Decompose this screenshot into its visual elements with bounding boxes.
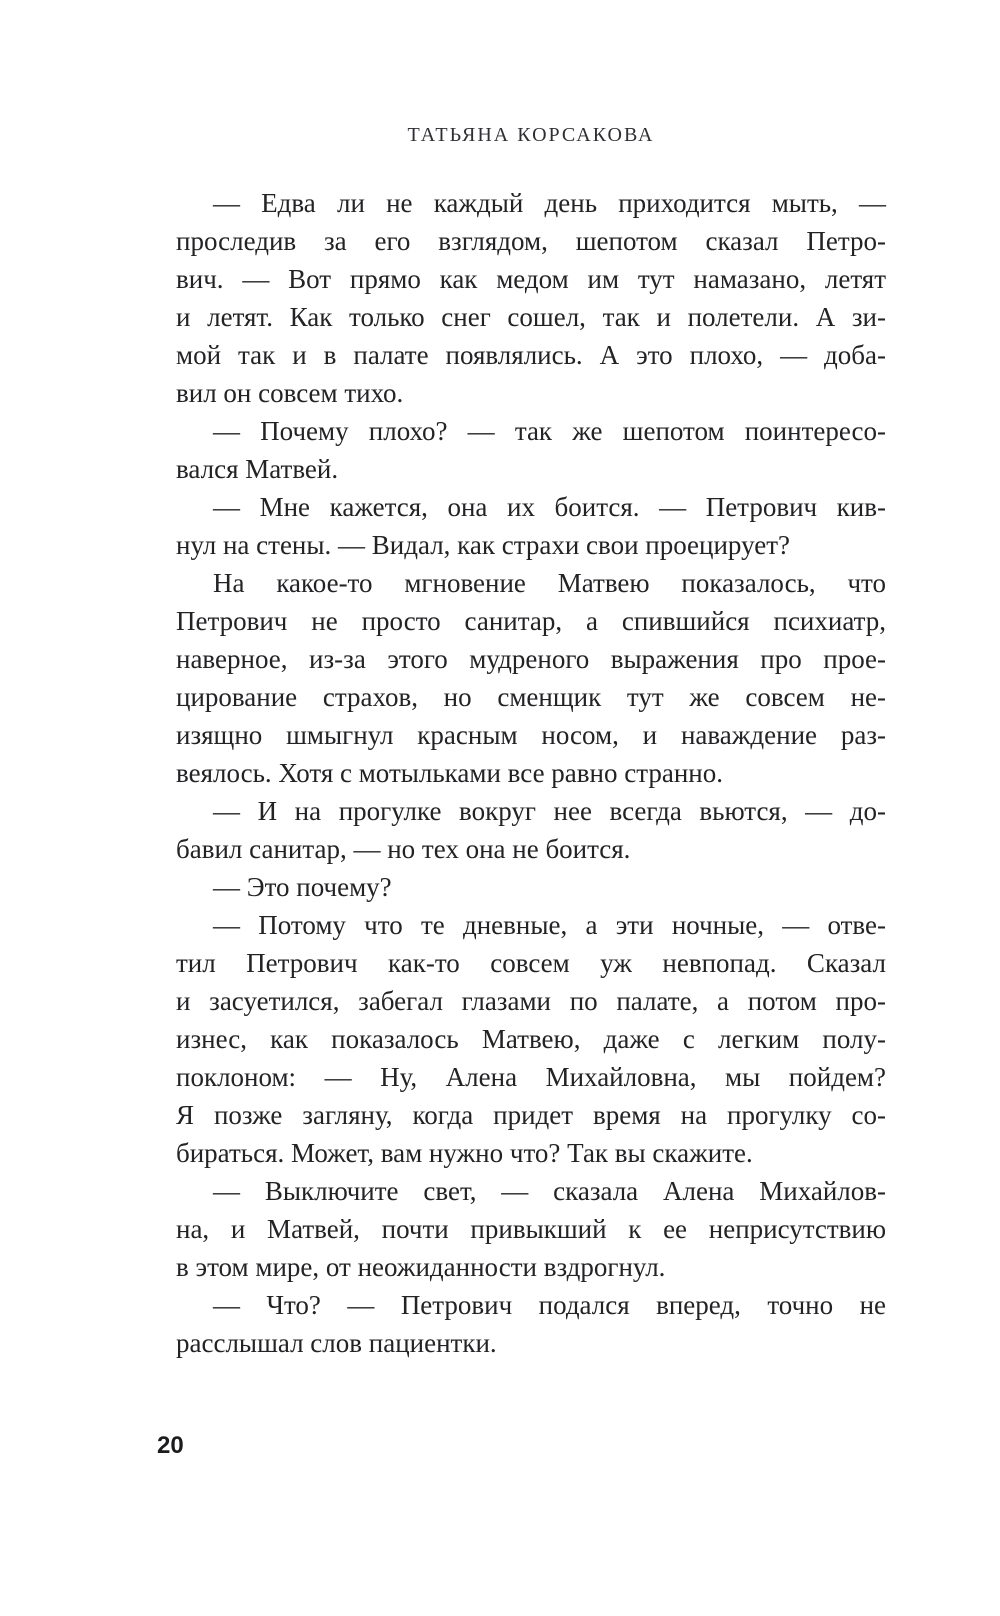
paragraph [176, 412, 886, 488]
text-line: на, и Матвей, почти привыкший к ее неприсутствию [176, 1214, 886, 1244]
paragraph [176, 906, 886, 1172]
text-line: наверное, из-за этого мудреного выражения про прое- [176, 644, 886, 674]
text-line: расслышал слов пациентки. [176, 1328, 497, 1358]
text-line: вался Матвей. [176, 454, 339, 484]
text-line: бавил санитар, — но тех она не боится. [176, 834, 631, 864]
text-line: изнес, как показалось Матвею, даже с легким полу- [176, 1024, 886, 1054]
paragraph [176, 1172, 886, 1286]
paragraph [176, 1286, 886, 1362]
text-line: На какое-то мгновение Матвею показалось, что [213, 568, 886, 598]
text-line: — Это почему? [213, 872, 392, 902]
text-line: — Что? — Петрович подался вперед, точно не [213, 1290, 886, 1320]
text-line: — Выключите свет, — сказала Алена Михайлов- [213, 1176, 886, 1206]
text-line: — Потому что те дневные, а эти ночные, — отве- [213, 910, 886, 940]
text-line: — Мне кажется, она их боится. — Петрович кив- [213, 492, 886, 522]
paragraph [176, 868, 886, 906]
text-line: бираться. Может, вам нужно что? Так вы скажите. [176, 1138, 753, 1168]
text-line: Я позже загляну, когда придет время на прогулку со- [176, 1100, 886, 1130]
paragraph [176, 184, 886, 412]
paragraph [176, 792, 886, 868]
text-line: — И на прогулке вокруг нее всегда вьются, — до- [213, 796, 886, 826]
text-line: в этом мире, от неожиданности вздрогнул. [176, 1252, 666, 1282]
text-line: — Почему плохо? — так же шепотом поинтересо- [213, 416, 886, 446]
text-line: цирование страхов, но сменщик тут же совсем не- [176, 682, 886, 712]
text-line: и засуетился, забегал глазами по палате, а потом про- [176, 986, 886, 1016]
text-line: нул на стены. — Видал, как страхи свои проецирует? [176, 530, 790, 560]
text-line: тил Петрович как-то совсем уж невпопад. Сказал [176, 948, 886, 978]
text-block [176, 184, 886, 1362]
paragraph [176, 564, 886, 792]
text-line: и летят. Как только снег сошел, так и полетели. А зи- [176, 302, 886, 332]
text-line: изящно шмыгнул красным носом, и наваждение раз- [176, 720, 886, 750]
text-line: вич. — Вот прямо как медом им тут намазано, летят [176, 264, 886, 294]
text-line: веялось. Хотя с мотыльками все равно странно. [176, 758, 723, 788]
running-header: ТАТЬЯНА КОРСАКОВА [407, 124, 655, 146]
paragraph [176, 488, 886, 564]
text-line: поклоном: — Ну, Алена Михайловна, мы пойдем? [176, 1062, 886, 1092]
text-line: Петрович не просто санитар, а спившийся психиатр, [176, 606, 886, 636]
page-number: 20 [157, 1432, 184, 1459]
text-line: проследив за его взглядом, шепотом сказал Петро- [176, 226, 886, 256]
text-line: — Едва ли не каждый день приходится мыть, — [213, 188, 886, 218]
text-line: мой так и в палате появлялись. А это плохо, — доба- [176, 340, 886, 370]
text-line: вил он совсем тихо. [176, 378, 404, 408]
